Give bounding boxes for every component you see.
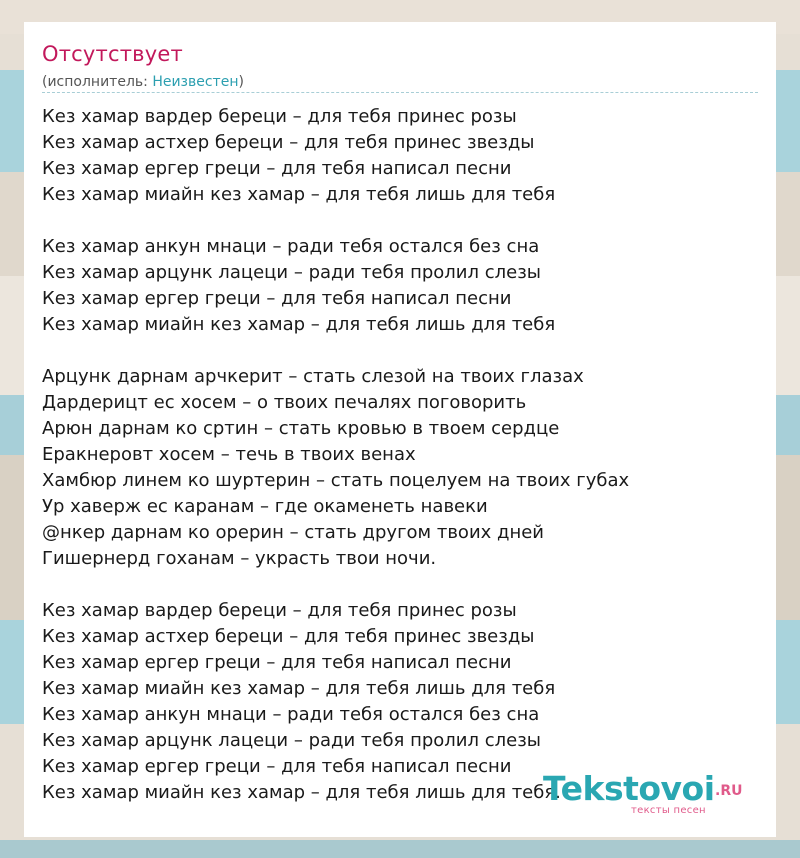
lyric-line: Еракнеровт хосем – течь в твоих венах: [42, 444, 416, 465]
site-logo[interactable]: [543, 769, 748, 815]
artist-link[interactable]: Неизвестен: [152, 74, 239, 90]
lyric-line: Кез хамар астхер береци – для тебя принес звезды: [42, 132, 535, 153]
lyric-line: Кез хамар миайн кез хамар – для тебя лишь для тебя: [42, 678, 556, 699]
lyric-line: Кез хамар миайн кез хамар – для тебя лишь для тебя: [42, 184, 556, 205]
lyric-line: Гишернерд гоханам – украсть твои ночи.: [42, 548, 437, 569]
lyric-line: Арюн дарнам ко сртин – стать кровью в твоем сердце: [42, 418, 560, 439]
lyrics-text: [42, 104, 629, 806]
logo-tld: .RU: [715, 783, 743, 799]
lyric-line: Кез хамар арцунк лацеци – ради тебя пролил слезы: [42, 262, 541, 283]
lyrics-card: [24, 22, 776, 837]
logo-name: Tekstovoi: [543, 769, 715, 808]
lyric-line: Кез хамар вардер береци – для тебя принес розы: [42, 106, 517, 127]
lyric-line: Хамбюр линем ко шуртерин – стать поцелуем на твоих губах: [42, 470, 630, 491]
logo-tagline: тексты песен: [631, 805, 706, 816]
background-strip: [0, 840, 800, 858]
stanza-gap: [42, 572, 629, 598]
lyric-line: Кез хамар ергер греци – для тебя написал песни: [42, 652, 512, 673]
divider: [42, 92, 758, 93]
lyric-line: Кез хамар анкун мнаци – ради тебя остался без сна: [42, 236, 540, 257]
lyric-line: Кез хамар арцунк лацеци – ради тебя пролил слезы: [42, 730, 541, 751]
lyric-line: Кез хамар миайн кез хамар – для тебя лишь для тебя: [42, 314, 556, 335]
stanza-gap: [42, 208, 629, 234]
artist-prefix: (исполнитель:: [42, 74, 153, 90]
artist-suffix: ): [238, 74, 244, 90]
lyric-line: Кез хамар анкун мнаци – ради тебя остался без сна: [42, 704, 540, 725]
stanza-gap: [42, 338, 629, 364]
lyric-line: Кез хамар астхер береци – для тебя принес звезды: [42, 626, 535, 647]
artist-line: [42, 74, 244, 90]
lyric-line: @нкер дарнам ко орерин – стать другом твоих дней: [42, 522, 545, 543]
lyric-line: Кез хамар вардер береци – для тебя принес розы: [42, 600, 517, 621]
lyric-line: Кез хамар ергер греци – для тебя написал песни: [42, 158, 512, 179]
lyric-line: Арцунк дарнам арчкерит – стать слезой на твоих глазах: [42, 366, 584, 387]
lyric-line: Ур хаверж ес каранам – где окаменеть навеки: [42, 496, 488, 517]
lyric-line: Дардерицт ес хосем – о твоих печалях поговорить: [42, 392, 527, 413]
song-title: Отсутствует: [42, 42, 183, 66]
lyric-line: Кез хамар ергер греци – для тебя написал песни: [42, 288, 512, 309]
lyric-line: Кез хамар миайн кез хамар – для тебя лишь для тебя.: [42, 782, 561, 803]
lyric-line: Кез хамар ергер греци – для тебя написал песни: [42, 756, 512, 777]
